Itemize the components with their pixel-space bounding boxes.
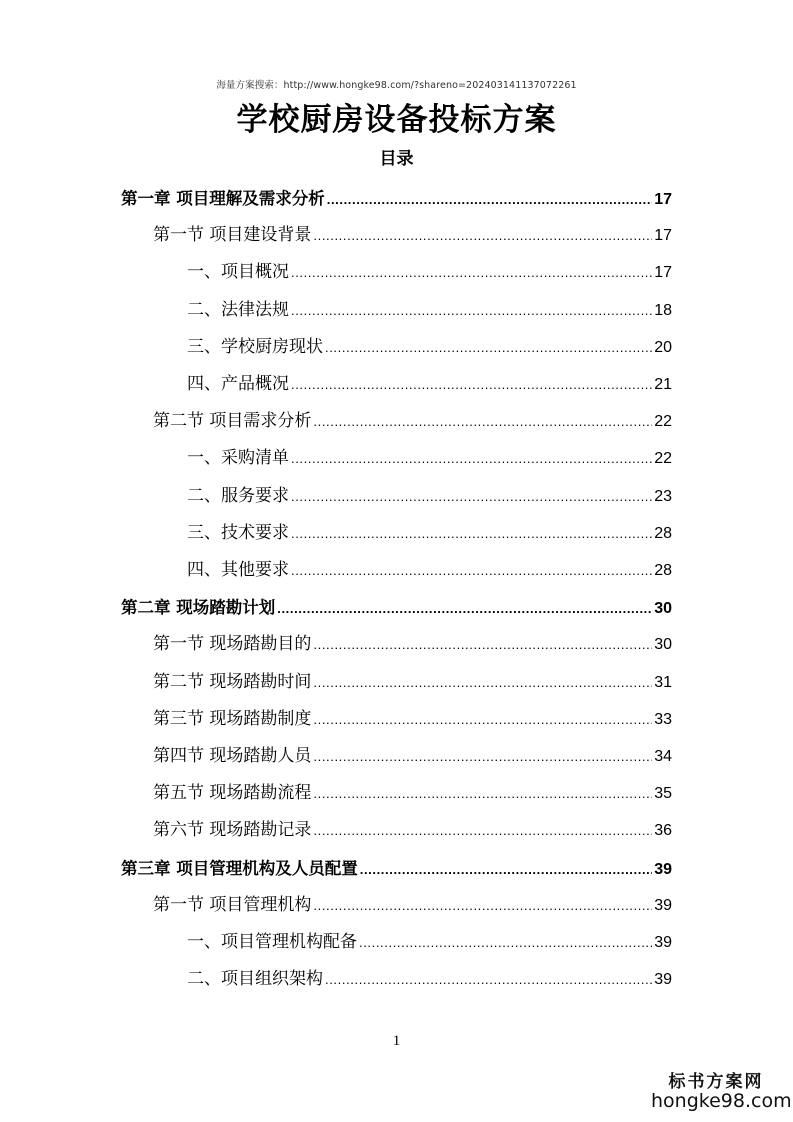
toc-dot-leader [291,552,652,589]
toc-entry-page: 36 [654,822,672,840]
toc-entry[interactable] [187,440,672,477]
toc-entry-page: 35 [654,785,672,803]
toc-entry-label: 二、法律法规 [187,299,289,320]
toc-entry-label: 第二章 现场踏勘计划 [121,598,276,618]
page-number: 1 [392,1033,401,1049]
toc-entry[interactable] [187,329,672,366]
toc-entry-page: 33 [654,710,672,728]
toc-entry[interactable] [187,292,672,329]
toc-entry-label: 第三章 项目管理机构及人员配置 [121,858,358,878]
toc-entry-label: 二、服务要求 [187,485,289,506]
toc-entry-label: 第三节 现场踏勘制度 [153,708,312,729]
toc-dot-leader [291,440,652,477]
toc-entry[interactable] [153,701,672,738]
toc-dot-leader [313,664,652,701]
toc-entry-label: 三、技术要求 [187,522,289,543]
toc-entry-page: 39 [654,971,672,989]
toc-entry-page: 17 [654,264,672,282]
toc-dot-leader [313,887,652,924]
toc-entry[interactable] [153,775,672,812]
toc-entry[interactable] [187,924,672,961]
toc-entry-page: 17 [654,227,672,245]
toc-heading: 目录 [379,149,414,169]
watermark-logo [651,1067,792,1112]
toc-entry-page: 18 [654,301,672,319]
document-title: 学校厨房设备投标方案 [236,102,557,138]
toc-entry-label: 第一节 项目建设背景 [153,225,312,246]
toc-dot-leader [291,254,652,291]
toc-dot-leader [313,701,652,738]
toc-entry-page: 30 [654,636,672,654]
toc-entry-page: 31 [654,673,672,691]
toc-entry-label: 第四节 现场踏勘人员 [153,746,312,766]
toc-entry-page: 20 [654,338,672,356]
toc-entry-page: 23 [654,487,672,505]
toc-entry[interactable] [153,887,672,924]
toc-entry-label: 第一章 项目理解及需求分析 [121,189,325,208]
toc-dot-leader [313,626,652,663]
toc-entry-page: 22 [654,450,672,468]
toc-entry[interactable] [121,180,672,217]
toc-dot-leader [313,403,652,440]
toc-entry-page: 28 [654,524,672,542]
toc-entry-label: 三、学校厨房现状 [187,336,323,357]
toc-dot-leader [291,366,652,403]
toc-entry-label: 第二节 项目需求分析 [153,411,312,432]
toc-dot-leader [325,329,652,366]
toc-dot-leader [313,812,652,849]
toc-entry-label: 一、采购清单 [187,448,289,469]
watermark-domain: hongke98.com [651,1090,792,1112]
toc-dot-leader [291,292,652,329]
toc-entry-label: 第一节 项目管理机构 [153,894,312,915]
toc-entry-label: 第二节 现场踏勘时间 [153,671,312,692]
watermark-site-name: 标书方案网 [668,1072,764,1092]
toc-entry[interactable] [153,217,672,254]
toc-dot-leader [313,738,652,775]
toc-dot-leader [359,924,652,961]
toc-entry-page: 30 [654,600,672,618]
toc-entry[interactable] [153,626,672,663]
toc-entry-page: 39 [654,860,672,878]
toc-entry-label: 四、其他要求 [187,560,289,580]
toc-entry-label: 第五节 现场踏勘流程 [153,783,312,804]
toc-entry-label: 一、项目管理机构配备 [187,932,357,952]
toc-entry[interactable] [153,403,672,440]
toc-entry[interactable] [187,515,672,552]
toc-entry-page: 17 [654,191,672,208]
toc-entry[interactable] [187,961,672,998]
search-url-line: 海量方案搜索：http://www.hongke98.com/?shareno=202403141137072261 [216,80,577,91]
toc-entry-page: 22 [654,413,672,431]
toc-dot-leader [291,478,652,515]
toc-dot-leader [313,775,652,812]
toc-entry-page: 39 [654,934,672,951]
toc-dot-leader [360,851,652,888]
toc-entry[interactable] [187,478,672,515]
toc-entry[interactable] [187,254,672,291]
toc-entry-page: 34 [654,748,672,765]
toc-entry[interactable] [153,664,672,701]
toc-dot-leader [291,515,652,552]
toc-entry[interactable] [153,812,672,849]
toc-entry[interactable] [153,738,672,775]
toc-entry-label: 一、项目概况 [187,262,289,283]
toc-dot-leader [325,961,652,998]
toc-entry[interactable] [121,850,672,887]
toc-entry-label: 第六节 现场踏勘记录 [153,820,312,841]
toc-dot-leader [277,590,652,627]
toc-entry-label: 四、产品概况 [187,374,289,394]
toc-entry-label: 第一节 现场踏勘目的 [153,634,312,655]
toc-entry-page: 39 [654,896,672,914]
toc-entry[interactable] [121,589,672,626]
toc-entry-page: 28 [654,562,672,579]
toc-dot-leader [327,181,652,218]
toc-dot-leader [313,217,652,254]
toc-entry-page: 21 [654,376,672,393]
toc-entry[interactable] [187,552,672,589]
toc-entry-label: 二、项目组织架构 [187,969,323,990]
toc-entry[interactable] [187,366,672,403]
